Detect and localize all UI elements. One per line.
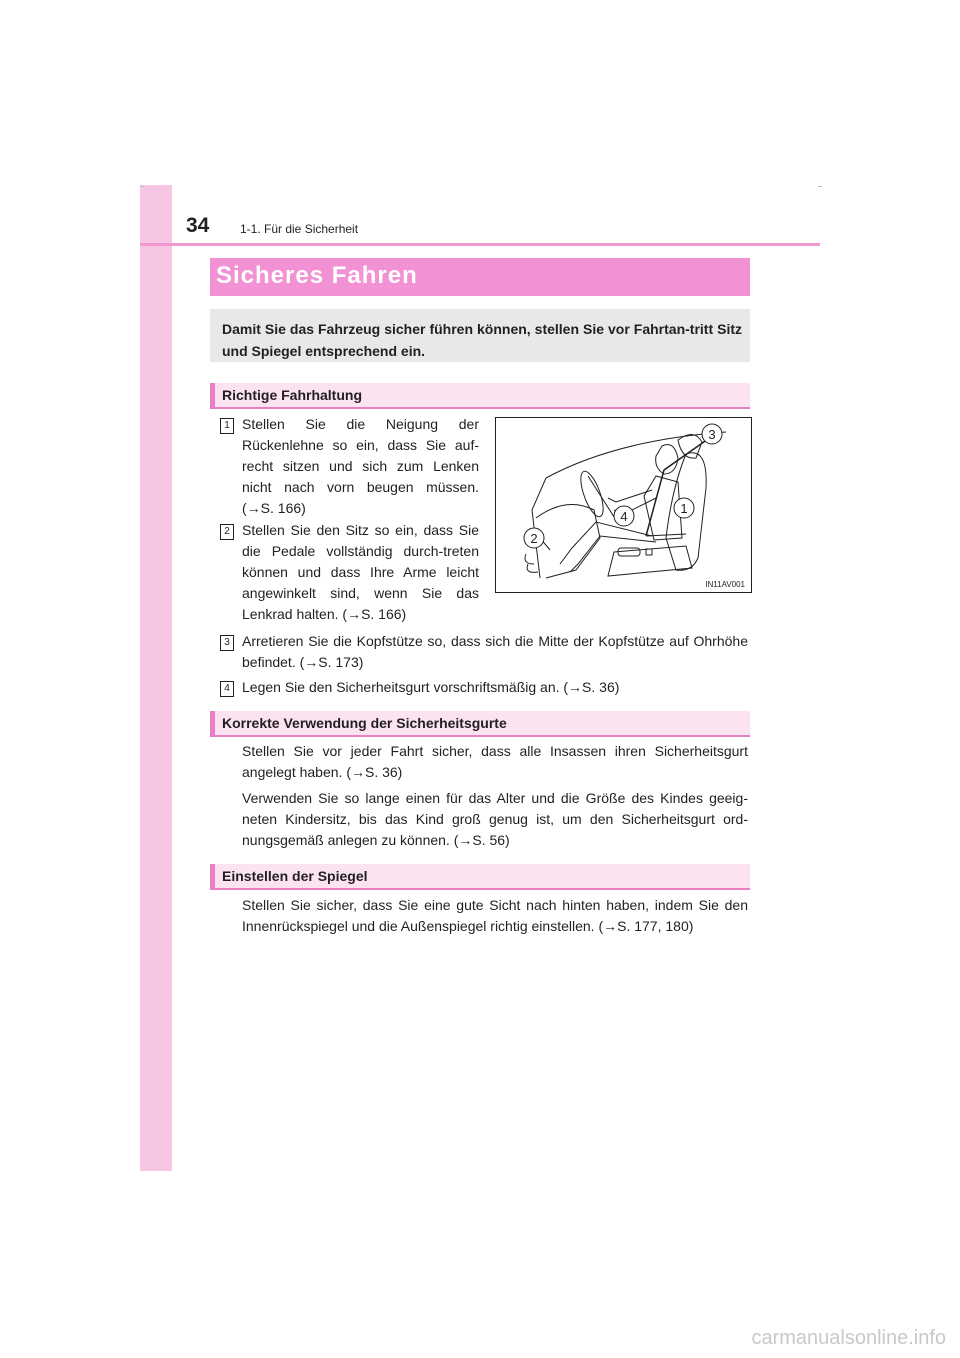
section-heading-mirrors [210,864,750,890]
step-text: Arretieren Sie die Kopfstütze so, dass sich die Mitte der Kopfstütze auf Ohrhöhe befindet. (→S. 173) [242,633,748,670]
step-number-badge: 1 [220,418,234,434]
callout-3: 3 [708,427,716,442]
crop-mark [140,186,144,187]
step-text: Stellen Sie die Neigung der Rückenlehne so ein, dass Sie auf-recht sitzen und sich zum Lenken nicht nach vorn beugen müssen. (→S. 166) [242,416,479,516]
chapter-title: 1-1. Für die Sicherheit [240,222,359,236]
intro-text: Damit Sie das Fahrzeug sicher führen können, stellen Sie vor Fahrtan-tritt Sitz und Spiegel entsprechend ein. [222,321,742,359]
crop-mark [818,186,822,187]
callout-1: 1 [680,501,688,516]
intro-box [210,309,750,362]
step-text: Stellen Sie den Sitz so ein, dass Sie die Pedale vollständig durch-treten können und dass Ihre Arme leicht angewinkelt sind, wenn Sie das Lenkrad halten. (→S. 166) [242,522,479,622]
step-number-badge: 2 [220,524,234,540]
section-heading-text: Einstellen der Spiegel [222,868,368,884]
chapter-sidebar-tab [140,185,172,1171]
body-paragraph: Stellen Sie vor jeder Fahrt sicher, dass alle Insassen ihren Sicherheitsgurt angelegt haben. (→S. 36) [242,743,748,780]
body-paragraph: Verwenden Sie so lange einen für das Alter und die Größe des Kindes geeig-neten Kindersitz, bis das Kind groß genug ist, um den Sicherheitsgurt ord-nungsgemäß anlegen zu können. (→S. 56) [242,790,748,848]
page-number: 34 [186,214,210,237]
section-heading-posture [210,383,750,409]
page-title: Sicheres Fahren [216,262,418,289]
section-heading-text: Richtige Fahrhaltung [222,387,362,403]
driver-seat-drawing [496,418,751,592]
section-heading-text: Korrekte Verwendung der Sicherheitsgurte [222,715,507,731]
step-number-badge: 4 [220,681,234,697]
header-rule [140,243,820,246]
step-number-badge: 3 [220,635,234,651]
body-paragraph: Stellen Sie sicher, dass Sie eine gute Sicht nach hinten haben, indem Sie den Innenrückspiegel und die Außenspiegel richtig einstellen. (→S. 177, 180) [242,897,748,934]
figure-code: IN11AV001 [705,580,745,589]
section-heading-seatbelts [210,711,750,737]
watermark-logo: carmanualsonline.info [751,1327,946,1349]
callout-4: 4 [620,509,628,524]
seating-position-illustration [495,417,752,593]
step-text: Legen Sie den Sicherheitsgurt vorschriftsmäßig an. (→S. 36) [242,679,620,695]
callout-2: 2 [530,531,538,546]
page-title-bar [210,258,750,296]
